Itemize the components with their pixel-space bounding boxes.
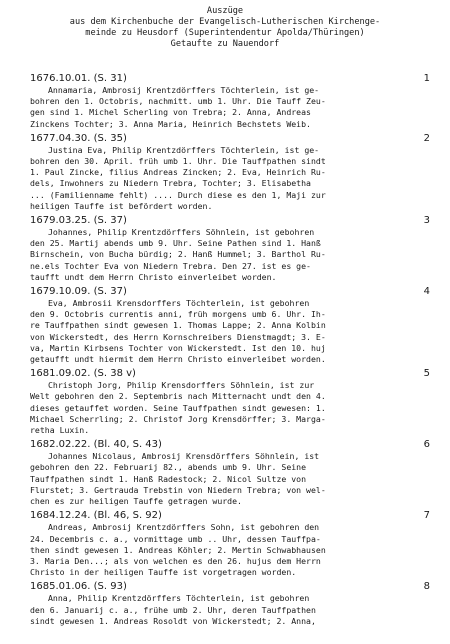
entry-heading [30, 214, 430, 227]
entry-text-line: den 25. Martij abends umb 9. Uhr. Seine Pathen sind 1. Hanß [30, 238, 321, 249]
entry-number: 3 [423, 215, 430, 227]
entry-text-line: retha Luxin. [30, 425, 90, 436]
baptism-entry [30, 438, 430, 507]
entry-date-reference: 1681.09.02. (S. 38 v) [30, 368, 136, 380]
entry-text [30, 380, 430, 436]
entry-heading [30, 367, 430, 380]
entry-text-line: re Tauffpathen sindt gewesen 1. Thomas Lappe; 2. Anna Kolbin [30, 320, 326, 331]
entry-text [30, 227, 430, 283]
entry-text-line: bohren den 30. April. früh umb 1. Uhr. Die Tauffpathen sindt [30, 156, 326, 167]
header-title: Auszüge [206, 6, 244, 16]
entry-text [30, 85, 430, 130]
entry-text-line: sindt gewesen 1. Andreas Rosoldt von Wickerstedt; 2. Anna, [30, 615, 316, 626]
baptism-entry [30, 72, 430, 130]
entry-text [30, 522, 430, 578]
entry-text-line: 3. Maria Den...; als von welchen es den 26. hujus dem Herrn [30, 555, 321, 566]
entry-text-line: 1. Paul Zincke, filius Andreas Zincken; 2. Eva, Heinrich Ru- [30, 167, 326, 178]
entry-text [30, 145, 430, 212]
entry-number: 4 [423, 286, 430, 298]
entry-text-line: va, Martin Kirbsens Tochter von Wickerstedt. Ist den 10. huj [30, 342, 326, 353]
entry-text-line: taufft undt dem Herrn Christo einverleibet worden. [30, 271, 277, 282]
entry-text-line: 24. Decembris c. a., vormittage umb .. Uhr, dessen Tauffpa- [30, 533, 321, 544]
entry-heading [30, 580, 430, 593]
entry-text [30, 451, 430, 507]
entry-date-reference: 1685.01.06. (S. 93) [30, 581, 127, 593]
header-line-2: aus dem Kirchenbuche der Evangelisch-Lutherischen Kirchenge- [69, 17, 381, 27]
entry-date-reference: 1679.03.25. (S. 37) [30, 215, 127, 227]
entry-number: 5 [423, 368, 430, 380]
header-line-3: meinde zu Heusdorf (Superintendentur Apolda/Thüringen) [85, 28, 365, 38]
entry-text-line: Annamaria, Ambrosij Krentzdörffers Töchterlein, ist ge- [48, 85, 320, 95]
entry-number: 7 [423, 510, 430, 522]
entry-text-line: ... (Familienname fehlt) .... Durch diese es den 1, Maji zur [30, 189, 326, 200]
header-subtitle: Getaufte zu Nauendorf [170, 39, 280, 49]
entry-text-line: Eva, Ambrosii Krensdorffers Töchterlein, ist gebohren [48, 298, 310, 309]
baptism-entry [30, 367, 430, 436]
baptism-entry [30, 285, 430, 365]
entry-text-line: Welt gebohren den 2. Septembris nach Mitternacht undt den 4. [30, 391, 326, 402]
entry-text-line: dels, Inwohners zu Niedern Trebra, Tochter; 3. Elisabetha [30, 178, 311, 189]
entry-text-line: Justina Eva, Philip Krentzdörffers Töchterlein, ist ge- [48, 144, 320, 155]
entry-number: 6 [423, 439, 430, 451]
entry-text-line: Anna, Philip Krentzdörffers Töchterlein, ist gebohren [48, 593, 310, 604]
entry-text-line: Christoph Jorg, Philip Krensdorffers Söhnlein, ist zur [48, 380, 315, 391]
entry-text-line: Andreas, Ambrosij Krentzdörffers Sohn, ist gebohren den [48, 522, 320, 533]
entry-text-line: Zinckens Tochter; 3. Anna Maria, Heinrich Bechstets Weib. [30, 118, 311, 129]
entry-text-line: gebohren den 22. Februarij 82., abends umb 9. Uhr. Seine [30, 462, 307, 473]
entry-text [30, 298, 430, 365]
entry-text-line: Christo in der heiligen Tauffe ist vorgetragen worden. [30, 567, 297, 578]
entry-text-line: Flurstet; 3. Gertrauda Trebstin von Niedern Trebra; von wel- [30, 484, 326, 495]
entry-text-line: getaufft undt hiermit dem Herrn Christo einverleibet worden. [30, 354, 326, 365]
entry-date-reference: 1679.10.09. (S. 37) [30, 286, 127, 298]
baptism-entry [30, 214, 430, 283]
entry-date-reference: 1676.10.01. (S. 31) [30, 73, 127, 84]
entry-text-line: gen sind 1. Michel Scherling von Trebra; 2. Anna, Andreas [30, 107, 311, 118]
entry-text-line: then sindt gewesen 1. Andreas Köhler; 2. Mertin Schwabhausen [30, 544, 326, 555]
baptism-entries [30, 72, 430, 629]
entry-text-line: von Wickerstedt, des Herrn Kornschreibers Dienstmagdt; 3. E- [30, 331, 326, 342]
entry-text-line: Johannes, Philip Krentzdörffers Söhnlein, ist gebohren [48, 227, 315, 238]
entry-text-line: heiligen Tauffe ist befördert worden. [30, 200, 213, 211]
entry-number: 2 [423, 132, 430, 144]
entry-heading [30, 132, 430, 145]
entry-text-line: den 6. Januarij c. a., frühe umb 2. Uhr, deren Tauffpathen [30, 604, 316, 615]
entry-text-line: Johannes Nicolaus, Ambrosij Krensdörffers Söhnlein, ist [48, 451, 320, 462]
entry-text-line: Birnschein, von Bucha bürdig; 2. Hanß Hummel; 3. Barthol Ru- [30, 249, 326, 260]
entry-text-line: bohren den 1. Octobris, nachmitt. umb 1. Uhr. Die Tauff Zeu- [30, 96, 326, 107]
entry-text-line: chen es zur heiligen Tauffe getragen wurde. [30, 496, 242, 507]
entry-heading [30, 285, 430, 298]
entry-text [30, 593, 430, 627]
entry-text-line: Tauffpathen sindt 1. Hanß Radestock; 2. Nicol Sultze von [30, 473, 307, 484]
entry-text-line: den 9. Octobris currentis anni, früh morgens umb 6. Uhr. Ih- [30, 309, 326, 320]
document-header [0, 6, 450, 50]
entry-text-line: Michael Scherrling; 2. Christof Jorg Krensdörffer; 3. Marga- [30, 413, 326, 424]
entry-text-line: ne.els Tochter Eva von Niedern Trebra. Den 27. ist es ge- [30, 260, 311, 271]
entry-heading [30, 509, 430, 522]
entry-number: 1 [423, 73, 430, 84]
entry-number: 8 [423, 581, 430, 593]
entry-date-reference: 1682.02.22. (Bl. 40, S. 43) [30, 439, 162, 451]
entry-date-reference: 1684.12.24. (Bl. 46, S. 92) [30, 510, 162, 522]
entry-heading [30, 438, 430, 451]
entry-date-reference: 1677.04.30. (S. 35) [30, 132, 127, 144]
baptism-entry [30, 580, 430, 627]
baptism-entry [30, 132, 430, 212]
entry-heading [30, 72, 430, 85]
entry-text-line: dieses getauffet worden. Seine Tauffpathen sindt gewesen: 1. [30, 402, 326, 413]
baptism-entry [30, 509, 430, 578]
